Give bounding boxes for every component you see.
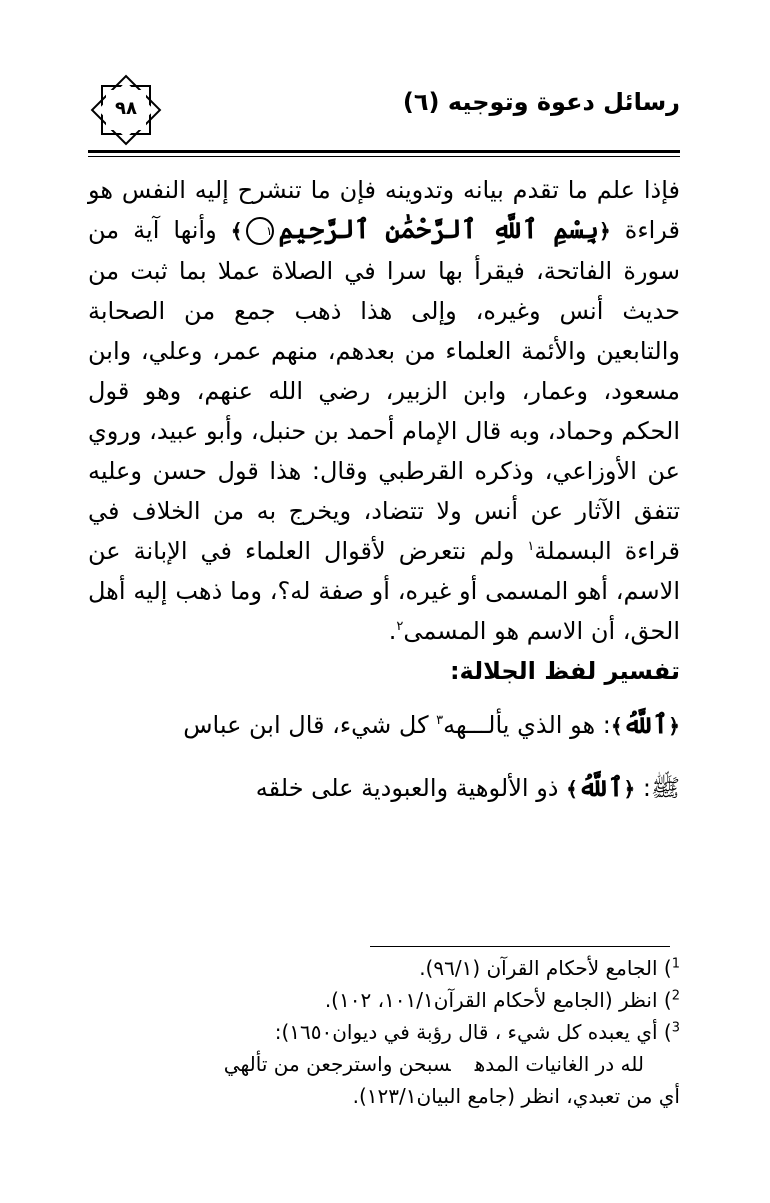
footnote-text-2: ) انظر (الجامع لأحكام القرآن١٠١/١، ١٠٢). (324, 988, 672, 1012)
footnote-text-3: ) أي يعبده كل شيء ، قال رؤبة في ديوان١٦٥٠): (274, 1020, 672, 1044)
verse-hemistich-2: سبحن واسترجعن من تألهي (223, 1052, 451, 1076)
verse-hemistich-1: لله در الغانيات المده (474, 1052, 644, 1076)
basmala-verse: بِسْمِ ٱللَّهِ ٱلرَّحْمَٰنِ ٱلرَّحِيمِ (278, 215, 599, 245)
footnote-verse (88, 1048, 680, 1080)
quran-bracket-open: ﴿ (599, 219, 611, 243)
footnote-3 (88, 1016, 680, 1048)
paragraph-lead: فإذا علم ما تقدم بيانه وتدوينه فإن ما تنشرح إليه النفس هو قراءة (88, 176, 680, 244)
main-text (88, 170, 680, 809)
paragraph-end: . (388, 617, 397, 645)
footnote-1 (88, 952, 680, 984)
footnote-3-tail: أي من تعبدي، انظر (جامع البيان١٢٣/١). (352, 1084, 680, 1108)
header-rule-thin (88, 156, 680, 157)
footnote-2 (88, 984, 680, 1016)
colon: : (642, 774, 651, 802)
section-heading: تفسير لفظ الجلالة: (449, 657, 680, 685)
quran-bracket-open: ﴿ (623, 777, 636, 801)
footnote-ref-2: ٢ (396, 619, 404, 634)
honorific-glyph: ﷺ (651, 774, 680, 802)
quran-bracket-close: ﴾ (610, 714, 623, 738)
footnote-text-1: ) الجامع لأحكام القرآن (٩٦/١). (419, 956, 672, 980)
page-number: ٩٨ (115, 98, 137, 119)
footnotes (88, 952, 680, 1112)
header-rule-thick (88, 150, 680, 153)
paragraph-allah-definition (88, 705, 680, 746)
footnote-number-2: 2 (671, 988, 680, 1004)
definition-text-cont: كل شيء، قال ابن عباس (183, 711, 429, 739)
footnote-ref-3: ٣ (436, 713, 444, 728)
footnote-number-1: 1 (671, 956, 680, 972)
quran-bracket-open: ﴿ (668, 714, 680, 738)
footnote-separator (370, 946, 670, 947)
allah-word-2: ٱللَّهُ (577, 773, 624, 803)
paragraph-ibn-abbas (88, 768, 680, 809)
paragraph-text-a: وأنها آية من سورة الفاتحة، فيقرأ بها سرا في الصلاة عملا بما ثبت من حديث أنس وغيره، وإلى هذا ذهب جمع من الصحابة والتابعين والأئمة العلماء من بعدهم، منهم عمر، وعلي، وابن مسعود، وعمار، وابن الزبير، رضي الله عنهم، وهو قول الحكم وحماد، وبه قال الإمام أحمد بن حنبل، وأبو عبيد، وروي عن الأوزاعي، وذكره القرطبي وقال: هذا قول حسن وعليه تتفق الآثار عن أنس ولا تتضاد، ويخرج به من الخلاف في قراءة البسملة (88, 216, 680, 565)
paragraph-text-b: ولم نتعرض لأقوال العلماء في الإبانة عن الاسم، أهو المسمى أو غيره، أو صفة له؟، وما ذهب إليه أهل الحق، أن الاسم هو المسمى (88, 537, 680, 645)
definition-text: : هو الذي يألـــهه (443, 711, 611, 739)
footnote-ref-1: ١ (527, 539, 535, 554)
allah-word: ٱللَّهُ (622, 710, 669, 740)
running-header-title: رسائل دعوة وتوجيه (٦) (402, 88, 680, 116)
quran-bracket-close: ﴾ (566, 777, 578, 801)
ayah-number-marker: ١ (246, 217, 274, 245)
quran-bracket-close: ﴾ (230, 219, 243, 243)
ibn-abbas-text: ذو الألوهية والعبودية على خلقه (255, 774, 559, 802)
footnote-number-3: 3 (671, 1020, 680, 1036)
paragraph-basmala (88, 170, 680, 651)
